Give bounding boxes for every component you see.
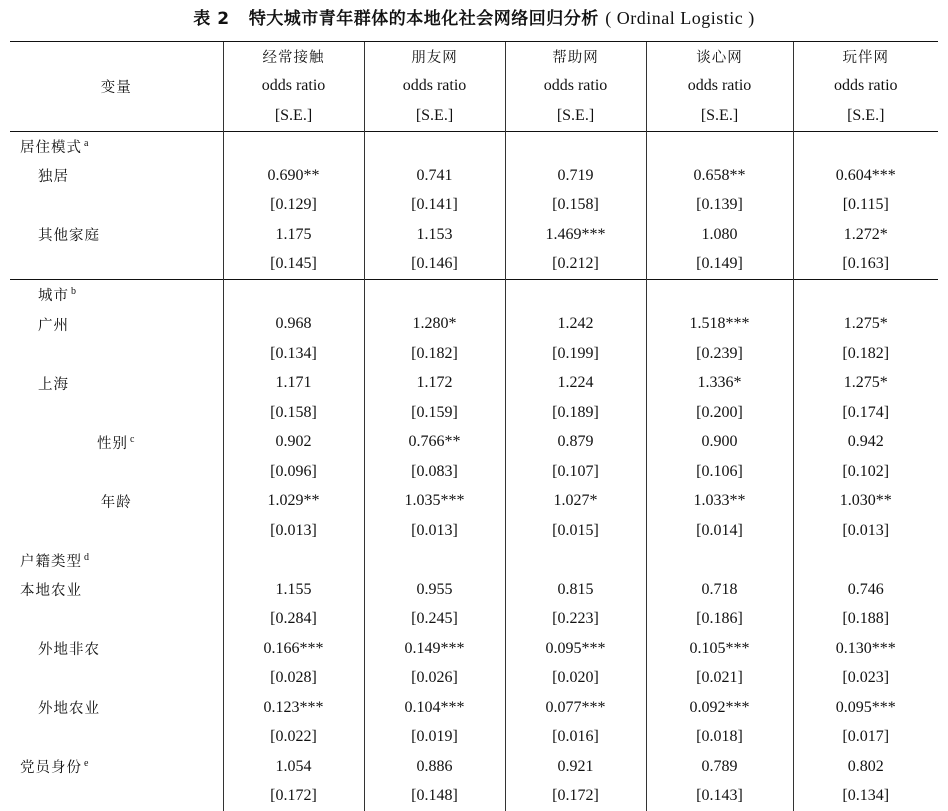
row-label-text: 上海 (38, 376, 69, 393)
table-number: 表 2 (193, 9, 230, 29)
row-label (10, 693, 223, 723)
row-label (10, 487, 223, 517)
footnote-marker: e (84, 758, 90, 770)
se-cell: [0.146] (364, 250, 505, 280)
table-row (10, 693, 938, 723)
se-cell: [0.141] (364, 191, 505, 221)
value-cell (364, 280, 505, 310)
header-row-columns (10, 42, 938, 72)
se-cell: [0.013] (223, 516, 364, 546)
table-row (10, 131, 938, 161)
se-cell: [0.158] (223, 398, 364, 428)
value-cell: 0.077*** (505, 693, 646, 723)
row-label (10, 782, 223, 811)
row-label-text: 年龄 (100, 494, 132, 511)
table-row (10, 310, 938, 340)
row-label-text: 外地非农 (38, 642, 100, 659)
se-cell: [0.149] (646, 250, 793, 280)
value-cell: 0.968 (223, 310, 364, 340)
se-cell: [0.083] (364, 457, 505, 487)
value-cell: 1.272* (793, 220, 938, 250)
table-row-se (10, 516, 938, 546)
footnote-marker: b (71, 286, 77, 298)
value-cell (646, 131, 793, 161)
header-row-stat (10, 72, 938, 102)
value-cell (223, 280, 364, 310)
value-cell: 1.030** (793, 487, 938, 517)
value-cell: 0.802 (793, 752, 938, 782)
se-cell: [0.102] (793, 457, 938, 487)
se-label: [S.E.] (223, 101, 364, 131)
value-cell: 0.879 (505, 428, 646, 458)
row-label (10, 664, 223, 694)
value-cell: 1.054 (223, 752, 364, 782)
value-cell: 0.815 (505, 575, 646, 605)
row-label-text: 本地农业 (20, 583, 82, 600)
se-cell: [0.021] (646, 664, 793, 694)
value-cell: 1.518*** (646, 310, 793, 340)
value-cell: 1.224 (505, 369, 646, 399)
value-cell: 0.123*** (223, 693, 364, 723)
value-cell (223, 546, 364, 576)
value-cell: 1.275* (793, 310, 938, 340)
se-cell: [0.186] (646, 605, 793, 635)
value-cell: 1.280* (364, 310, 505, 340)
row-label-text: 性别 (97, 435, 129, 452)
value-cell: 0.690** (223, 161, 364, 191)
stat-label: odds ratio (223, 72, 364, 102)
se-cell: [0.172] (505, 782, 646, 811)
se-label: [S.E.] (646, 101, 793, 131)
value-cell: 0.886 (364, 752, 505, 782)
row-label-text: 其他家庭 (38, 228, 100, 245)
value-cell: 1.469*** (505, 220, 646, 250)
se-cell: [0.148] (364, 782, 505, 811)
table-row (10, 369, 938, 399)
value-cell (646, 280, 793, 310)
value-cell: 0.095*** (505, 634, 646, 664)
row-label (10, 250, 223, 280)
column-header: 玩伴网 (793, 42, 938, 72)
value-cell: 1.171 (223, 369, 364, 399)
row-label (10, 339, 223, 369)
stat-label: odds ratio (364, 72, 505, 102)
se-cell: [0.245] (364, 605, 505, 635)
value-cell: 1.033** (646, 487, 793, 517)
column-header: 经常接触 (223, 42, 364, 72)
se-cell: [0.017] (793, 723, 938, 753)
footnote-marker: c (130, 433, 136, 445)
value-cell (505, 131, 646, 161)
se-cell: [0.159] (364, 398, 505, 428)
value-cell: 1.080 (646, 220, 793, 250)
se-cell: [0.134] (223, 339, 364, 369)
value-cell: 1.275* (793, 369, 938, 399)
se-cell: [0.106] (646, 457, 793, 487)
se-cell: [0.200] (646, 398, 793, 428)
value-cell: 0.921 (505, 752, 646, 782)
row-label (10, 191, 223, 221)
row-label (10, 161, 223, 191)
se-cell: [0.199] (505, 339, 646, 369)
se-cell: [0.139] (646, 191, 793, 221)
se-cell: [0.223] (505, 605, 646, 635)
stat-label: odds ratio (793, 72, 938, 102)
row-label (10, 310, 223, 340)
value-cell: 0.658** (646, 161, 793, 191)
value-cell: 1.155 (223, 575, 364, 605)
row-label-text: 党员身份 (20, 760, 82, 777)
se-cell: [0.013] (364, 516, 505, 546)
value-cell (793, 280, 938, 310)
se-cell: [0.016] (505, 723, 646, 753)
table-row (10, 487, 938, 517)
row-label (10, 220, 223, 250)
value-cell: 0.900 (646, 428, 793, 458)
se-label: [S.E.] (793, 101, 938, 131)
column-header: 谈心网 (646, 42, 793, 72)
value-cell: 0.789 (646, 752, 793, 782)
value-cell: 0.746 (793, 575, 938, 605)
table-row-se (10, 191, 938, 221)
value-cell: 1.027* (505, 487, 646, 517)
se-cell: [0.015] (505, 516, 646, 546)
value-cell (364, 131, 505, 161)
se-cell: [0.158] (505, 191, 646, 221)
variable-header: 变量 (100, 79, 132, 96)
table-title-method: ( Ordinal Logistic ) (605, 8, 755, 28)
table-row (10, 546, 938, 576)
header-row-se (10, 101, 938, 131)
row-label-text: 城市 (38, 288, 69, 305)
regression-table (10, 41, 938, 811)
se-cell: [0.182] (793, 339, 938, 369)
table-row (10, 220, 938, 250)
row-label (10, 457, 223, 487)
row-label (10, 752, 223, 782)
se-cell: [0.212] (505, 250, 646, 280)
value-cell: 0.766** (364, 428, 505, 458)
row-label (10, 516, 223, 546)
se-cell: [0.018] (646, 723, 793, 753)
se-cell: [0.145] (223, 250, 364, 280)
header-cell-empty (10, 101, 223, 131)
row-label-text: 户籍类型 (20, 553, 82, 570)
se-cell: [0.107] (505, 457, 646, 487)
se-cell: [0.013] (793, 516, 938, 546)
table-row (10, 575, 938, 605)
row-label (10, 280, 223, 310)
value-cell (505, 546, 646, 576)
value-cell: 0.955 (364, 575, 505, 605)
value-cell: 0.104*** (364, 693, 505, 723)
row-label (10, 546, 223, 576)
value-cell (223, 131, 364, 161)
se-cell: [0.134] (793, 782, 938, 811)
se-cell: [0.172] (223, 782, 364, 811)
se-cell: [0.129] (223, 191, 364, 221)
se-cell: [0.182] (364, 339, 505, 369)
se-cell: [0.026] (364, 664, 505, 694)
table-row-se (10, 782, 938, 811)
value-cell (793, 131, 938, 161)
table-title-main: 特大城市青年群体的本地化社会网络回归分析 (248, 9, 599, 29)
se-cell: [0.022] (223, 723, 364, 753)
se-label: [S.E.] (505, 101, 646, 131)
value-cell (364, 546, 505, 576)
se-cell: [0.023] (793, 664, 938, 694)
stat-label: odds ratio (646, 72, 793, 102)
table-row (10, 634, 938, 664)
row-label-text: 外地农业 (38, 701, 100, 718)
table-row (10, 161, 938, 191)
table-row-se (10, 664, 938, 694)
value-cell: 1.175 (223, 220, 364, 250)
row-label-text: 独居 (38, 169, 69, 186)
table-row-se (10, 250, 938, 280)
se-cell: [0.163] (793, 250, 938, 280)
se-cell: [0.188] (793, 605, 938, 635)
row-label (10, 428, 223, 458)
table-row (10, 752, 938, 782)
value-cell: 0.604*** (793, 161, 938, 191)
value-cell (646, 546, 793, 576)
value-cell: 0.105*** (646, 634, 793, 664)
row-label (10, 723, 223, 753)
value-cell: 0.902 (223, 428, 364, 458)
se-cell: [0.189] (505, 398, 646, 428)
value-cell: 0.718 (646, 575, 793, 605)
value-cell: 1.035*** (364, 487, 505, 517)
table-row-se (10, 605, 938, 635)
value-cell: 1.172 (364, 369, 505, 399)
table-row-se (10, 339, 938, 369)
value-cell: 1.153 (364, 220, 505, 250)
stat-label: odds ratio (505, 72, 646, 102)
value-cell: 0.166*** (223, 634, 364, 664)
row-label (10, 131, 223, 161)
column-header: 帮助网 (505, 42, 646, 72)
value-cell: 1.242 (505, 310, 646, 340)
table-row-se (10, 457, 938, 487)
value-cell: 0.095*** (793, 693, 938, 723)
table-row-se (10, 723, 938, 753)
row-label (10, 605, 223, 635)
row-label-text: 广州 (38, 317, 69, 334)
row-label (10, 634, 223, 664)
se-cell: [0.014] (646, 516, 793, 546)
se-cell: [0.284] (223, 605, 364, 635)
se-cell: [0.115] (793, 191, 938, 221)
table-row (10, 428, 938, 458)
se-cell: [0.174] (793, 398, 938, 428)
table-row-se (10, 398, 938, 428)
header-cell-empty (10, 42, 223, 72)
se-cell: [0.143] (646, 782, 793, 811)
value-cell: 0.092*** (646, 693, 793, 723)
value-cell (793, 546, 938, 576)
value-cell: 1.029** (223, 487, 364, 517)
value-cell: 0.741 (364, 161, 505, 191)
se-cell: [0.020] (505, 664, 646, 694)
row-label (10, 369, 223, 399)
value-cell: 0.719 (505, 161, 646, 191)
value-cell: 0.149*** (364, 634, 505, 664)
footnote-marker: d (84, 551, 90, 563)
se-cell: [0.239] (646, 339, 793, 369)
value-cell: 0.942 (793, 428, 938, 458)
value-cell: 1.336* (646, 369, 793, 399)
table-body (10, 42, 938, 811)
se-cell: [0.028] (223, 664, 364, 694)
row-label-text: 居住模式 (20, 139, 82, 156)
footnote-marker: a (84, 137, 90, 149)
column-header: 朋友网 (364, 42, 505, 72)
se-cell: [0.096] (223, 457, 364, 487)
se-label: [S.E.] (364, 101, 505, 131)
table-row (10, 280, 938, 310)
row-label (10, 575, 223, 605)
se-cell: [0.019] (364, 723, 505, 753)
value-cell (505, 280, 646, 310)
table-title (0, 4, 948, 29)
value-cell: 0.130*** (793, 634, 938, 664)
row-label (10, 398, 223, 428)
